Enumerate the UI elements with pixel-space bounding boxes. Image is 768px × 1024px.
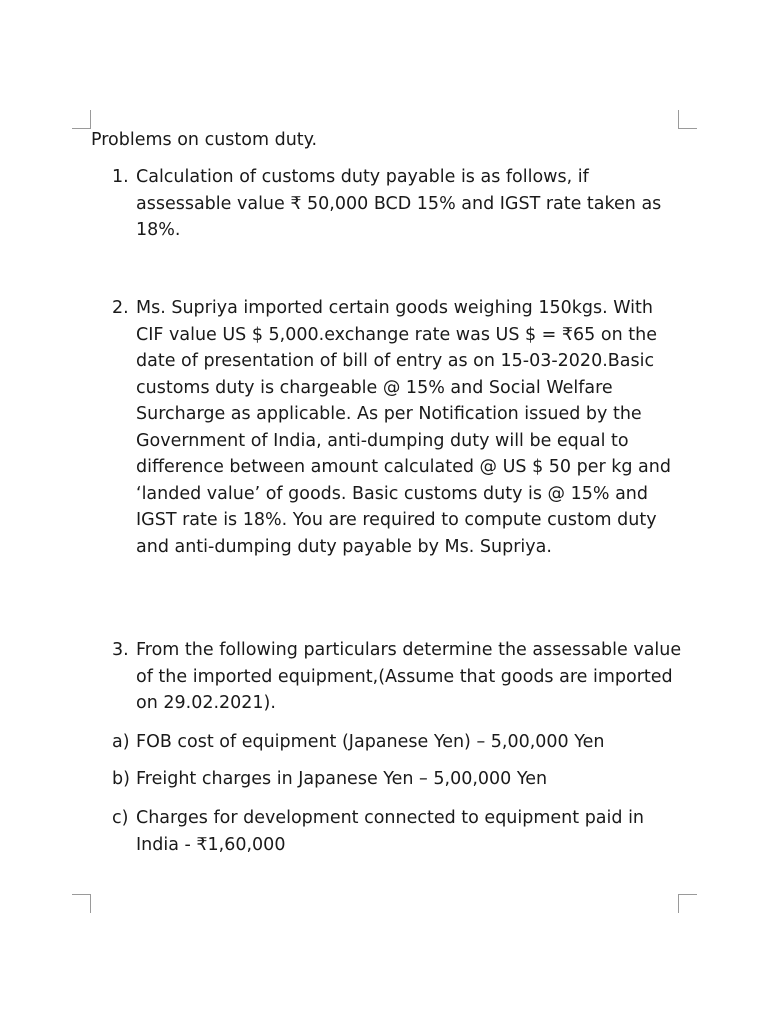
page-corner-mark-bottom-right (678, 894, 697, 913)
sub-item-b-marker: b) (112, 769, 130, 789)
sub-item-b-text: Freight charges in Japanese Yen – 5,00,000 Yen (136, 769, 548, 789)
sub-item-a (112, 729, 682, 756)
question-2-text: Ms. Supriya imported certain goods weighing 150kgs. With CIF value US $ 5,000.exchange rate was US $ = ₹65 on the date of presentation of bill of entry as on 15-03-2020.Basic customs duty is chargeable @ 15% and Social Welfare Surcharge as applicable. As per Notification issued by the Government of India, anti-dumping duty will be equal to difference between amount calculated @ US $ 50 per kg and ‘landed value’ of goods. Basic customs duty is @ 15% and IGST rate is 18%. You are required to compute custom duty and anti-dumping duty payable by Ms. Supriya. (136, 298, 671, 557)
sub-item-c (112, 805, 682, 858)
sub-item-b (112, 766, 682, 793)
question-1-number: 1. (112, 167, 129, 187)
question-1-text: Calculation of customs duty payable is as follows, if assessable value ₹ 50,000 BCD 15% and IGST rate taken as 18%. (136, 167, 662, 240)
page-corner-mark-top-left (72, 110, 91, 129)
sub-item-c-marker: c) (112, 808, 129, 828)
question-2 (112, 295, 682, 560)
page-title: Problems on custom duty. (91, 130, 318, 150)
question-3-number: 3. (112, 640, 129, 660)
sub-item-a-marker: a) (112, 732, 130, 752)
question-2-number: 2. (112, 298, 129, 318)
sub-item-c-text: Charges for development connected to equipment paid in India - ₹1,60,000 (136, 808, 645, 855)
page-corner-mark-top-right (678, 110, 697, 129)
question-3 (112, 637, 682, 717)
sub-item-a-text: FOB cost of equipment (Japanese Yen) – 5,00,000 Yen (136, 732, 605, 752)
page-corner-mark-bottom-left (72, 894, 91, 913)
question-3-text: From the following particulars determine the assessable value of the imported equipment,(Assume that goods are imported on 29.02.2021). (136, 640, 682, 713)
question-1 (112, 164, 682, 244)
